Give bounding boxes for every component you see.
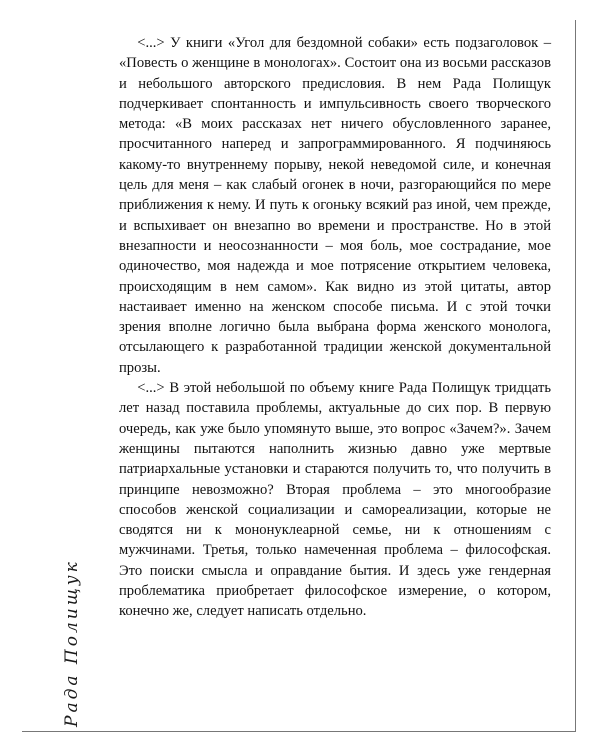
page-frame-bottom-rule: [22, 731, 576, 732]
page-frame-right-rule: [575, 20, 576, 732]
running-title-vertical: Рада Полищук: [62, 559, 82, 727]
main-text: [119, 33, 551, 622]
paragraph-2: <...> В этой небольшой по объему книге Рада Полищук тридцать лет назад поставила проблемы, актуальные до сих пор. В первую очередь, как уже было упомянуто выше, это вопрос «Зачем?». Зачем женщины пытаются наполнить жизнью давно уже мертвые патриархальные установки и стараются получить то, что получить в принципе невозможно? Вторая проблема – это многообразие способов женской социализации и самореализации, которые не сводятся ни к мононуклеарной семье, ни к отношениям с мужчинами. Третья, только намеченная проблема – философская. Это поиски смысла и оправдание бытия. И здесь уже гендерная проблематика приобретает философское измерение, о котором, конечно же, следует написать отдельно.: [119, 380, 551, 620]
paragraph-1: <...> У книги «Угол для бездомной собаки» есть подзаголовок – «Повесть о женщине в монологах». Состоит она из восьми рассказов и небольшого авторского предисловия. В нем Рада Полищук подчеркивает спонтанность и импульсивность своего творческого метода: «В моих рассказах нет ничего обусловленного заранее, просчитанного наперед и запрограммированного. Я подчиняюсь какому-то внутреннему порыву, некой неведомой силе, и конечная цель для меня – как слабый огонек в ночи, разгорающийся по мере приближения к нему. И путь к огоньку всякий раз иной, чем прежде, и вспыхивает он внезапно во времени и пространстве. Но в этой внезапности и неосознанности – моя боль, мое сострадание, мое одиночество, моя надежда и мое потрясение открытием человека, происходящим в нем самом». Как видно из этой цитаты, автор настаивает именно на женском способе письма. И с этой точки зрения вполне логично была выбрана форма женского монолога, отсылающего к разработанной традиции женской документальной прозы.: [119, 35, 551, 376]
